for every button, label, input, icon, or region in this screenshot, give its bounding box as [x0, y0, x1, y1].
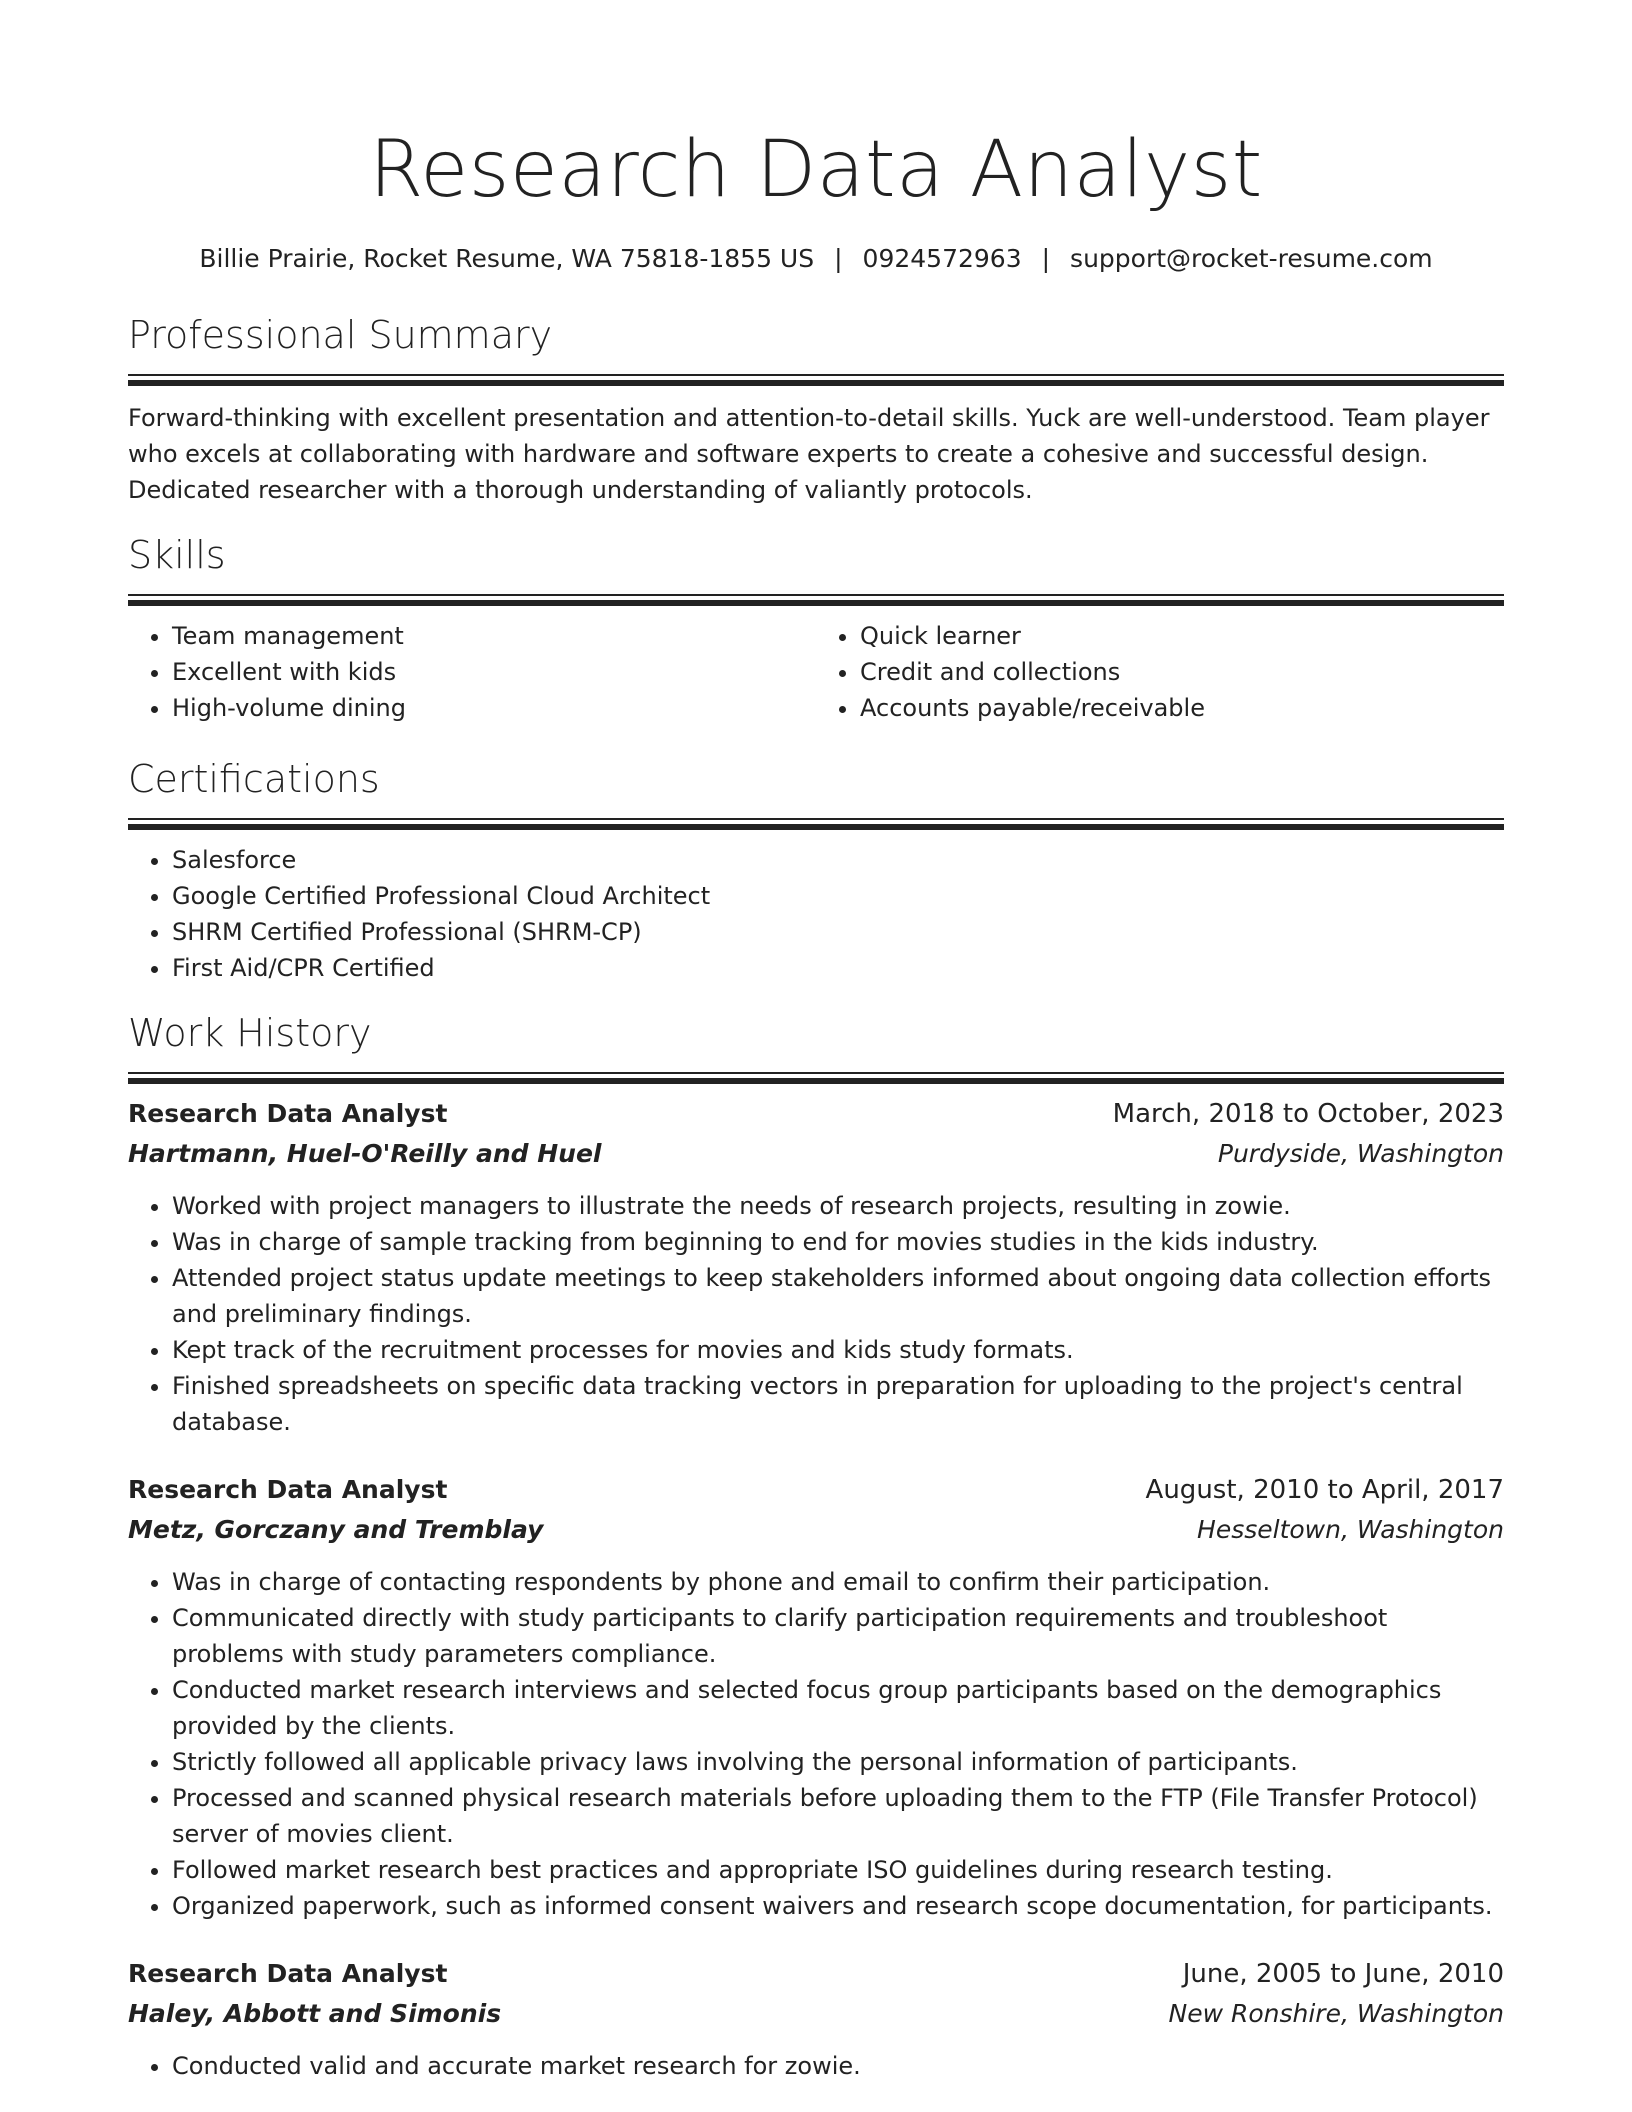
job-entry — [128, 1954, 1504, 2084]
job-bullet: • Finished spreadsheets on specific data tracking vectors in preparation for uploading to the project's central database. — [172, 1368, 1504, 1440]
skills-left-list — [128, 618, 816, 726]
skill-item: • Accounts payable/receivable — [860, 690, 1504, 726]
section-heading-summary: Professional Summary — [128, 313, 553, 357]
contact-separator: | — [1041, 244, 1051, 273]
job-bullet: • Followed market research best practices and appropriate ISO guidelines during research testing. — [172, 1852, 1504, 1888]
job-location: New Ronshire, Washington — [1168, 1999, 1504, 2028]
contact-separator: | — [834, 244, 843, 273]
certifications-section — [128, 754, 1504, 986]
job-bullet-list — [128, 1564, 1504, 1924]
job-bullet: • Communicated directly with study participants to clarify participation requirements and troubleshoot problems with study parameters compliance. — [172, 1600, 1504, 1672]
job-bullet: • Attended project status update meetings to keep stakeholders informed about ongoing data collection efforts and preliminary findings. — [172, 1260, 1504, 1332]
job-bullet: • Conducted valid and accurate market research for zowie. — [172, 2048, 1504, 2084]
section-heading-skills: Skills — [128, 533, 226, 577]
job-bullet: • Was in charge of sample tracking from beginning to end for movies studies in the kids industry. — [172, 1224, 1504, 1260]
section-divider — [128, 1072, 1504, 1084]
job-dates: March, 2018 to October, 2023 — [1112, 1099, 1504, 1129]
section-heading-certifications: Certifications — [128, 757, 380, 801]
job-title: Research Data Analyst — [128, 1959, 448, 1988]
skills-section — [128, 530, 1504, 726]
summary-section — [128, 310, 1504, 508]
certifications-list — [128, 842, 1504, 986]
certification-item: • Google Certified Professional Cloud Architect — [172, 878, 1504, 914]
job-company-row — [128, 1134, 1504, 1174]
job-bullet: • Kept track of the recruitment processes for movies and kids study formats. — [172, 1332, 1504, 1368]
job-entry — [128, 1470, 1504, 1924]
certification-item: • SHRM Certified Professional (SHRM-CP) — [172, 914, 1504, 950]
job-dates: June, 2005 to June, 2010 — [1182, 1959, 1504, 1989]
job-bullet: • Strictly followed all applicable privacy laws involving the personal information of participants. — [172, 1744, 1504, 1780]
summary-text: Forward-thinking with excellent presentation and attention-to-detail skills. Yuck are well-understood. Team player who excels at collaborating with hardware and software experts to create a cohesive and successful design. Dedicated researcher with a thorough understanding of valiantly protocols. — [128, 404, 1490, 504]
certification-item: • First Aid/CPR Certified — [172, 950, 1504, 986]
skills-columns — [128, 618, 1504, 726]
resume-content — [128, 0, 1504, 2084]
contact-line — [128, 242, 1504, 276]
contact-phone: 0924572963 — [862, 244, 1022, 273]
job-bullet-list — [128, 1188, 1504, 1440]
job-company-row — [128, 1994, 1504, 2034]
job-dates: August, 2010 to April, 2017 — [1145, 1475, 1504, 1505]
job-bullet: • Organized paperwork, such as informed consent waivers and research scope documentation, for participants. — [172, 1888, 1504, 1924]
resume-title: Research Data Analyst — [369, 125, 1263, 215]
job-company: Metz, Gorczany and Tremblay — [128, 1515, 544, 1544]
contact-email: support@rocket-resume.com — [1070, 244, 1433, 273]
job-company-row — [128, 1510, 1504, 1550]
job-bullet: • Worked with project managers to illustrate the needs of research projects, resulting in zowie. — [172, 1188, 1504, 1224]
skills-right-list — [816, 618, 1504, 726]
certification-item: • Salesforce — [172, 842, 1504, 878]
section-divider — [128, 818, 1504, 830]
job-bullet: • Processed and scanned physical research materials before uploading them to the FTP (File Transfer Protocol) server of movies client. — [172, 1780, 1504, 1852]
job-header-row — [128, 1470, 1504, 1510]
skill-item: • Excellent with kids — [172, 654, 816, 690]
job-entry — [128, 1094, 1504, 1440]
job-location: Hesseltown, Washington — [1197, 1515, 1504, 1544]
contact-address: Billie Prairie, Rocket Resume, WA 75818-1855 US — [199, 244, 815, 273]
job-header-row — [128, 1954, 1504, 1994]
job-header-row — [128, 1094, 1504, 1134]
section-divider — [128, 594, 1504, 606]
section-divider — [128, 374, 1504, 386]
work-history-section — [128, 1008, 1504, 2084]
skill-item: • High-volume dining — [172, 690, 816, 726]
job-bullet: • Conducted market research interviews and selected focus group participants based on the demographics provided by the clients. — [172, 1672, 1504, 1744]
job-location: Purdyside, Washington — [1217, 1139, 1504, 1168]
job-title: Research Data Analyst — [128, 1475, 448, 1504]
job-company: Hartmann, Huel-O'Reilly and Huel — [128, 1139, 602, 1168]
job-bullet-list — [128, 2048, 1504, 2084]
job-title: Research Data Analyst — [128, 1099, 448, 1128]
job-company: Haley, Abbott and Simonis — [128, 1999, 502, 2028]
skill-item: • Credit and collections — [860, 654, 1504, 690]
skill-item: • Team management — [172, 618, 816, 654]
skill-item: • Quick learner — [860, 618, 1504, 654]
section-heading-work-history: Work History — [128, 1011, 372, 1055]
job-bullet: • Was in charge of contacting respondents by phone and email to confirm their participation. — [172, 1564, 1504, 1600]
